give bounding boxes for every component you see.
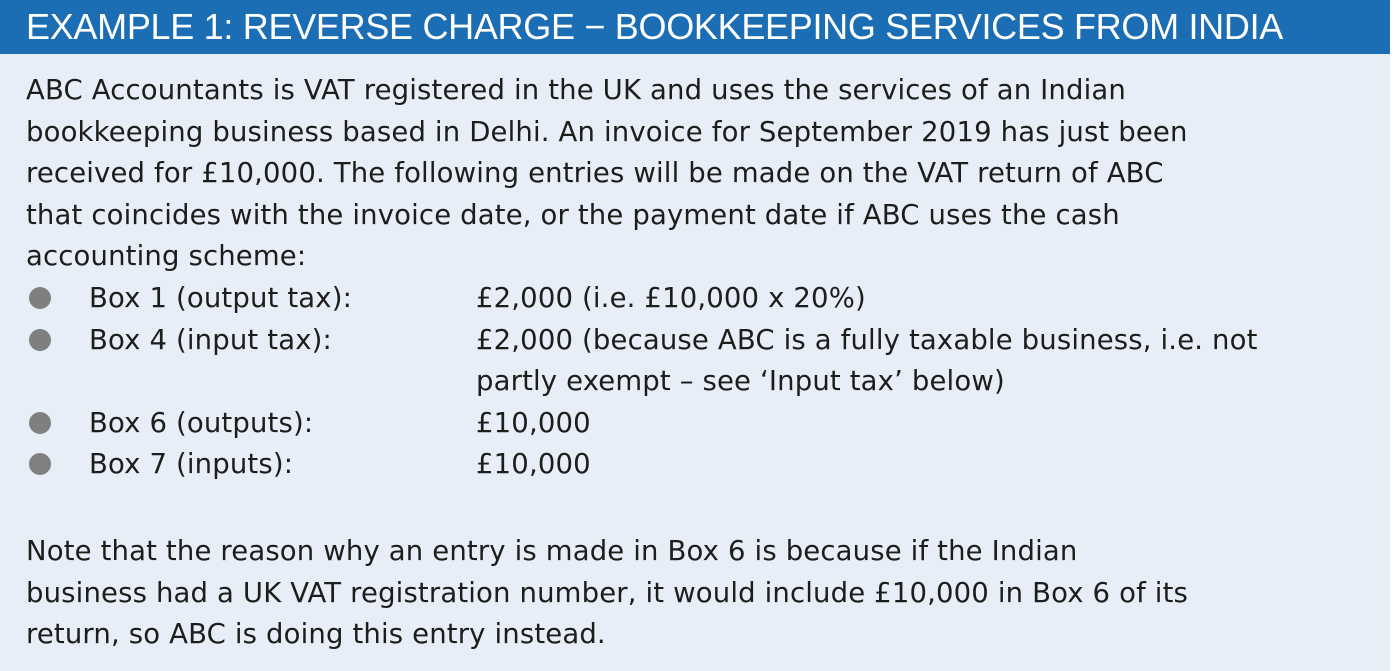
entry-label: Box 1 (output tax):: [89, 282, 353, 314]
bullet-icon: [29, 453, 51, 475]
example-title: EXAMPLE 1: REVERSE CHARGE − BOOKKEEPING SERVICES FROM INDIA: [26, 6, 1283, 47]
entry-label: Box 6 (outputs):: [89, 406, 314, 439]
title-bar: [0, 0, 1390, 54]
bullet-icon: [29, 412, 51, 434]
intro-line: bookkeeping business based in Delhi. An invoice for September 2019 has just been: [26, 115, 1188, 148]
note-line: Note that the reason why an entry is made in Box 6 is because if the Indian: [26, 535, 1078, 567]
entry-label: Box 4 (input tax):: [89, 323, 332, 356]
entry-value: [476, 403, 591, 445]
note-line: return, so ABC is doing this entry instead.: [26, 618, 606, 650]
entry-label: Box 7 (inputs):: [89, 448, 294, 480]
entry-value: [476, 278, 866, 320]
bullet-icon: [29, 287, 51, 309]
entry-value-line: £10,000: [476, 406, 591, 439]
bullet-icon: [29, 329, 51, 351]
intro-line: received for £10,000. The following entries will be made on the VAT return of ABC: [26, 157, 1164, 189]
intro-line: that coincides with the invoice date, or the payment date if ABC uses the cash: [26, 198, 1120, 231]
entry-value-line: £2,000 (i.e. £10,000 x 20%): [476, 282, 866, 314]
entry-value-line: £2,000 (because ABC is a fully taxable business, i.e. not: [476, 323, 1258, 356]
entry-value-line: partly exempt – see ‘Input tax’ below): [476, 365, 1005, 397]
entry-value-line: £10,000: [476, 448, 591, 480]
page-edge: [1390, 0, 1399, 671]
note-paragraph: [26, 531, 1188, 656]
note-line: business had a UK VAT registration number, it would include £10,000 in Box 6 of its: [26, 576, 1188, 609]
intro-line: ABC Accountants is VAT registered in the UK and uses the services of an Indian: [26, 74, 1126, 106]
intro-line: accounting scheme:: [26, 240, 307, 272]
intro-paragraph: [26, 70, 1188, 278]
entry-value: [476, 444, 591, 486]
entry-value: [476, 320, 1258, 403]
